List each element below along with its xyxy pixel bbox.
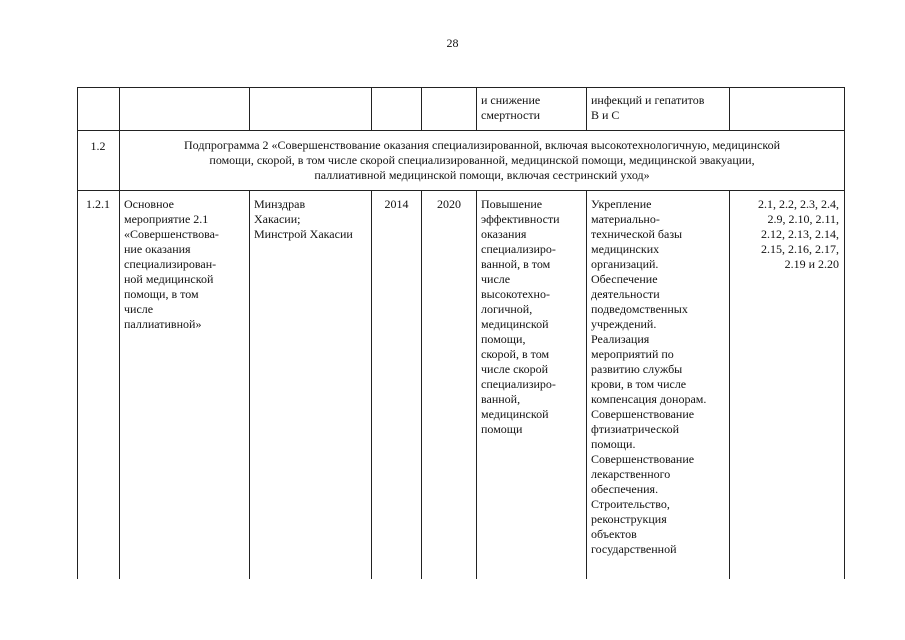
cell-line: смертности xyxy=(481,108,541,122)
cell-line: помощи. xyxy=(591,437,636,451)
subprogram-title-line: помощи, скорой, в том числе скорой специализированной, медицинской помощи, медицинской эвакуации, xyxy=(209,153,755,167)
cell-line: помощи, в том xyxy=(124,287,199,301)
cell-line: 2.12, 2.13, 2.14, xyxy=(761,227,839,241)
cell-line: обеспечения. xyxy=(591,482,659,496)
cell-line: помощи xyxy=(481,422,523,436)
activity-start-year: 2014 xyxy=(384,197,409,211)
cell-line: Повышение xyxy=(481,197,543,211)
cell-line: подведомственных xyxy=(591,302,688,316)
table-column-divider xyxy=(119,87,120,579)
cell-line: Реализация xyxy=(591,332,650,346)
cell-line: мероприятий по xyxy=(591,347,674,361)
activity-end-year: 2020 xyxy=(437,197,461,211)
cell-line: материально- xyxy=(591,212,660,226)
page-number: 28 xyxy=(446,36,459,50)
cell-line: Минздрав xyxy=(254,197,306,211)
cell-line: специализиро- xyxy=(481,377,556,391)
table xyxy=(77,87,845,579)
table-column-divider xyxy=(371,190,372,579)
cell-line: специализирован- xyxy=(124,257,217,271)
table-column-divider xyxy=(249,190,250,579)
cell-line: Совершенствование xyxy=(591,452,695,466)
activity-name-cell xyxy=(124,197,248,332)
cell-line: Укрепление xyxy=(591,197,652,211)
cell-line: ние оказания xyxy=(124,242,191,256)
cell-line: специализиро- xyxy=(481,242,556,256)
table-column-divider xyxy=(249,87,250,130)
cell-line: Обеспечение xyxy=(591,272,658,286)
subprogram-title-line: Подпрограмма 2 «Совершенствование оказания специализированной, включая высокотехнологичную, медицинской xyxy=(184,138,780,152)
cell-line: учреждений. xyxy=(591,317,657,331)
activity-links-cell xyxy=(732,197,839,272)
subprogram-title-line: паллиативной медицинской помощи, включая сестринский уход» xyxy=(314,168,650,182)
cell-line: инфекций и гепатитов xyxy=(591,93,705,107)
cell-line: Совершенствование xyxy=(591,407,695,421)
cell-line: 2.9, 2.10, 2.11, xyxy=(767,212,839,226)
cell-line: крови, в том числе xyxy=(591,377,687,391)
cell-line: объектов xyxy=(591,527,637,541)
subprogram-number: 1.2 xyxy=(90,139,106,153)
table-column-divider xyxy=(421,87,422,130)
table-border-left xyxy=(77,87,78,579)
cell-line: логичной, xyxy=(481,302,533,316)
cell-line: скорой, в том xyxy=(481,347,550,361)
continuation-result-cell xyxy=(591,93,728,123)
activity-number: 1.2.1 xyxy=(86,197,110,211)
table-column-divider xyxy=(586,87,587,130)
cell-line: медицинской xyxy=(481,317,549,331)
cell-line: числе скорой xyxy=(481,362,549,376)
table-column-divider xyxy=(421,190,422,579)
cell-line: числе xyxy=(481,272,511,286)
cell-line: государственной xyxy=(591,542,677,556)
cell-line: Хакасии; xyxy=(254,212,301,226)
cell-line: деятельности xyxy=(591,287,660,301)
cell-line: Строительство, xyxy=(591,497,670,511)
cell-line: развитию службы xyxy=(591,362,683,376)
table-column-divider xyxy=(476,87,477,130)
cell-line: паллиативной» xyxy=(124,317,202,331)
activity-indicator-cell xyxy=(481,197,585,437)
continuation-indicator-cell xyxy=(481,93,585,123)
cell-line: оказания xyxy=(481,227,527,241)
activity-result-cell xyxy=(591,197,728,557)
cell-line: лекарственного xyxy=(591,467,671,481)
cell-line: ной медицинской xyxy=(124,272,214,286)
cell-line: реконструкция xyxy=(591,512,667,526)
cell-line: 2.15, 2.16, 2.17, xyxy=(761,242,839,256)
cell-line: 2.1, 2.2, 2.3, 2.4, xyxy=(758,197,839,211)
cell-line: ванной, в том xyxy=(481,257,551,271)
cell-line: высокотехно- xyxy=(481,287,550,301)
cell-line: 2.19 и 2.20 xyxy=(784,257,839,271)
table-column-divider xyxy=(476,190,477,579)
table-rule xyxy=(77,130,845,131)
cell-line: Минстрой Хакасии xyxy=(254,227,353,241)
cell-line: эффективности xyxy=(481,212,560,226)
cell-line: компенсация донорам. xyxy=(591,392,707,406)
cell-line: Основное xyxy=(124,197,174,211)
cell-line: и снижение xyxy=(481,93,541,107)
cell-line: мероприятие 2.1 xyxy=(124,212,209,226)
cell-line: технической базы xyxy=(591,227,683,241)
table-column-divider xyxy=(729,190,730,579)
activity-executor-cell xyxy=(254,197,370,242)
cell-line: В и С xyxy=(591,108,620,122)
cell-line: «Совершенствова- xyxy=(124,227,219,241)
table-column-divider xyxy=(371,87,372,130)
cell-line: медицинской xyxy=(481,407,549,421)
table-column-divider xyxy=(729,87,730,130)
cell-line: фтизиатрической xyxy=(591,422,680,436)
table-column-divider xyxy=(586,190,587,579)
subprogram-title xyxy=(123,138,841,183)
cell-line: организаций. xyxy=(591,257,659,271)
cell-line: медицинских xyxy=(591,242,660,256)
table-border-right xyxy=(844,87,845,579)
cell-line: числе xyxy=(124,302,154,316)
cell-line: ванной, xyxy=(481,392,521,406)
cell-line: помощи, xyxy=(481,332,526,346)
